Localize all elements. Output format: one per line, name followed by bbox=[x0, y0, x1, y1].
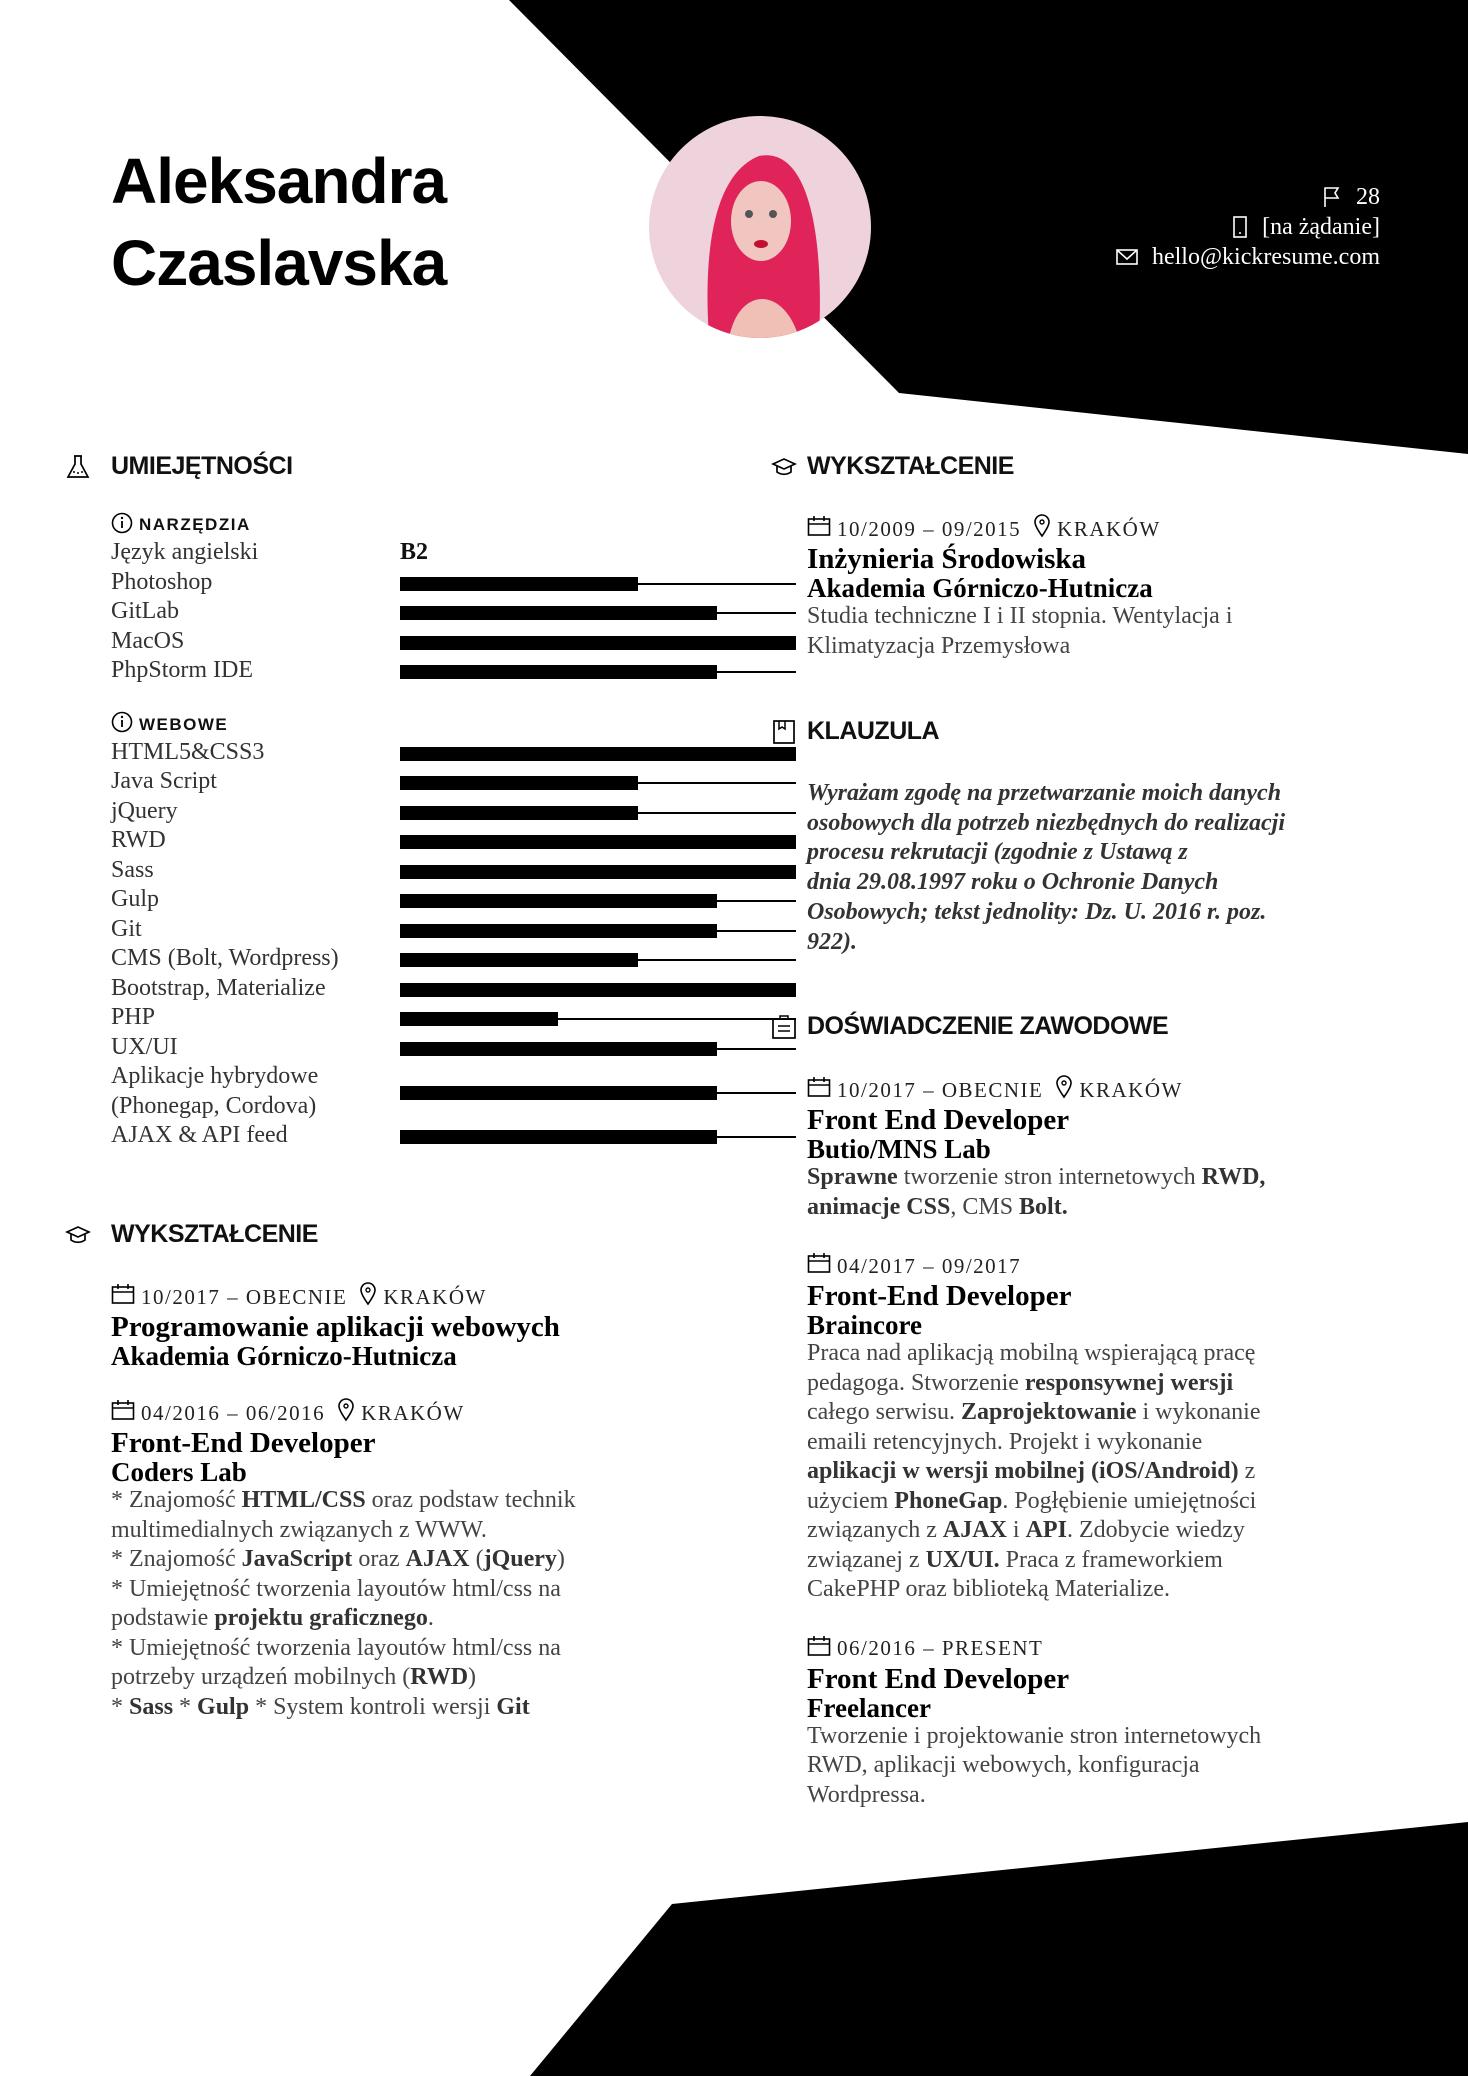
entry-subtitle: Freelancer bbox=[807, 1692, 931, 1723]
graduation-cap-icon bbox=[65, 1222, 91, 1248]
skill-label bbox=[111, 974, 326, 1004]
skill-label bbox=[111, 1121, 288, 1151]
skill-name: jQuery bbox=[111, 797, 178, 824]
bold-text: projektu graficznego bbox=[214, 1605, 428, 1631]
info-icon bbox=[111, 512, 133, 539]
skill-bar-fill bbox=[400, 983, 796, 997]
text-segment: potrzeby urządzeń mobilnych ( bbox=[111, 1664, 411, 1690]
text-segment: oraz podstaw technik bbox=[365, 1487, 576, 1513]
section-title: WYKSZTAŁCENIE bbox=[807, 452, 1014, 480]
text-segment: tworzenie stron internetowych bbox=[897, 1164, 1202, 1190]
skill-row bbox=[111, 1062, 691, 1121]
calendar-icon bbox=[111, 1283, 135, 1311]
bookmark-book-icon bbox=[771, 719, 797, 745]
email-row bbox=[1116, 242, 1380, 272]
entry-date: 10/2017 – OBECNIE bbox=[837, 1077, 1044, 1102]
skill-label bbox=[111, 944, 339, 974]
text-segment: * Umiejętność tworzenia layoutów html/css na bbox=[111, 1634, 561, 1661]
skill-name: UX/UI bbox=[111, 1033, 178, 1060]
skill-row bbox=[111, 738, 691, 768]
skill-name: HTML5&CSS3 bbox=[111, 738, 265, 765]
skill-row bbox=[111, 826, 691, 856]
text-line bbox=[111, 1634, 711, 1664]
skill-label bbox=[111, 656, 253, 686]
text-segment: . Zdobycie wiedzy bbox=[1066, 1517, 1245, 1543]
skill-bar-fill bbox=[400, 665, 717, 679]
entry-meta bbox=[111, 1398, 711, 1428]
text-line bbox=[111, 1693, 711, 1723]
skill-row bbox=[111, 656, 691, 686]
text-line bbox=[807, 1369, 1407, 1399]
skill-level-bar bbox=[400, 1012, 796, 1026]
text-segment: pedagoga. Stworzenie bbox=[807, 1369, 1025, 1396]
text-segment: * Umiejętność tworzenia layoutów html/css na bbox=[111, 1575, 561, 1602]
location-pin-icon bbox=[337, 1398, 355, 1428]
text-line bbox=[807, 1487, 1407, 1517]
bold-text: aplikacji w wersji mobilnej (iOS/Android) bbox=[807, 1458, 1239, 1484]
entry-meta bbox=[807, 1075, 1407, 1105]
email-link[interactable]: hello@kickresume.com bbox=[1151, 244, 1380, 270]
skill-name: GitLab bbox=[111, 598, 179, 624]
skill-bar-fill bbox=[400, 747, 796, 761]
experience-heading bbox=[807, 1012, 1168, 1041]
entry-description bbox=[807, 1339, 1407, 1605]
education-right-heading bbox=[807, 452, 1014, 481]
entry-description bbox=[807, 602, 1407, 661]
text-segment: emaili retencyjnych. Projekt i wykonanie bbox=[807, 1428, 1203, 1455]
skill-row bbox=[111, 767, 691, 797]
education-right-list bbox=[807, 514, 1407, 661]
entry-description bbox=[807, 1163, 1407, 1222]
text-segment: * bbox=[111, 1693, 129, 1720]
skill-bar-fill bbox=[400, 606, 717, 620]
skill-row bbox=[111, 915, 691, 945]
entry-location: KRAKÓW bbox=[1057, 516, 1161, 541]
skill-label bbox=[111, 738, 264, 768]
flask-icon bbox=[65, 454, 91, 480]
clause-line: dnia 29.08.1997 roku o Ochronie Danych bbox=[807, 869, 1219, 896]
skill-row bbox=[111, 568, 691, 598]
skill-label bbox=[111, 797, 178, 827]
skill-label bbox=[111, 538, 258, 568]
skill-name: Aplikacje hybrydowe bbox=[111, 1063, 319, 1089]
text-segment: związanych z bbox=[807, 1517, 943, 1543]
bold-text: HTML/CSS bbox=[241, 1487, 366, 1513]
skill-row bbox=[111, 1003, 691, 1033]
graduation-cap-icon bbox=[771, 454, 797, 480]
text-segment: . Pogłębienie umiejętności bbox=[1002, 1487, 1257, 1514]
skill-level-bar bbox=[400, 894, 796, 908]
phone-row bbox=[1116, 212, 1380, 242]
calendar-icon bbox=[807, 515, 831, 543]
skill-row bbox=[111, 1033, 691, 1063]
entry bbox=[807, 514, 1407, 661]
text-line bbox=[807, 1163, 1407, 1193]
text-line bbox=[807, 1428, 1407, 1458]
bold-text: UX/UI. bbox=[925, 1546, 1000, 1573]
skill-name: AJAX & API feed bbox=[111, 1122, 288, 1148]
entry-title: Front-End Developer bbox=[111, 1427, 376, 1459]
text-segment: z bbox=[1238, 1458, 1256, 1484]
text-segment: całego serwisu. bbox=[807, 1399, 961, 1425]
skills-heading bbox=[111, 452, 293, 481]
education-left-list bbox=[111, 1282, 711, 1722]
skill-bar-fill bbox=[400, 865, 796, 879]
last-name: Czaslavska bbox=[111, 227, 447, 299]
text-line bbox=[111, 1604, 711, 1634]
skill-level-bar bbox=[400, 606, 796, 620]
entry bbox=[807, 1251, 1407, 1605]
section-title: KLAUZULA bbox=[807, 717, 940, 745]
skill-label bbox=[111, 915, 142, 945]
entry-date: 06/2016 – PRESENT bbox=[837, 1636, 1044, 1660]
clause-line: osobowych dla potrzeb niezbędnych do realizacji bbox=[807, 809, 1285, 836]
bold-text: Bolt. bbox=[1019, 1193, 1068, 1220]
text-segment: i wykonanie bbox=[1136, 1399, 1261, 1425]
entry-subtitle: Akademia Górniczo-Hutnicza bbox=[111, 1341, 457, 1371]
skill-row bbox=[111, 856, 691, 886]
bold-text: AJAX bbox=[942, 1517, 1007, 1543]
clause-line: procesu rekrutacji (zgodnie z Ustawą z bbox=[807, 839, 1188, 866]
entry-subtitle: Coders Lab bbox=[111, 1457, 247, 1487]
skill-level-text: B2 bbox=[400, 539, 429, 565]
entry-title: Inżynieria Środowiska bbox=[807, 543, 1087, 575]
skill-group-heading bbox=[111, 712, 691, 738]
entry-subtitle: Braincore bbox=[807, 1310, 922, 1340]
text-line bbox=[807, 1398, 1407, 1428]
text-line bbox=[807, 1457, 1407, 1487]
clause-text bbox=[807, 779, 1285, 957]
skill-name: PhpStorm IDE bbox=[111, 657, 254, 683]
text-segment: oraz bbox=[352, 1546, 406, 1572]
skill-label bbox=[111, 1033, 178, 1063]
bold-text: AJAX bbox=[405, 1546, 470, 1572]
skill-name: Git bbox=[111, 915, 142, 942]
skill-bar-fill bbox=[400, 924, 717, 938]
skill-label bbox=[111, 568, 212, 598]
candidate-name bbox=[111, 140, 446, 304]
entry-title: Front End Developer bbox=[807, 1104, 1070, 1136]
skill-label bbox=[111, 597, 179, 627]
clause-line: Wyrażam zgodę na przetwarzanie moich danych bbox=[807, 780, 1282, 806]
skill-label bbox=[111, 767, 217, 797]
info-icon bbox=[111, 711, 133, 738]
skill-bar-fill bbox=[400, 953, 638, 967]
text-segment: związanej z bbox=[807, 1546, 926, 1573]
skill-level-bar bbox=[400, 1042, 796, 1056]
skill-level-bar bbox=[400, 806, 796, 820]
skill-level-bar bbox=[400, 983, 796, 997]
bold-text: Git bbox=[496, 1693, 530, 1720]
text-segment: Praca nad aplikacją mobilną wspierającą pracę bbox=[807, 1340, 1256, 1366]
contact-info bbox=[1116, 182, 1380, 272]
text-segment: Studia techniczne I i II stopnia. Wentylacja i bbox=[807, 603, 1233, 629]
skill-level-bar bbox=[400, 636, 796, 650]
text-segment: * Znajomość bbox=[111, 1487, 242, 1513]
entry bbox=[111, 1282, 711, 1370]
text-line bbox=[111, 1575, 711, 1605]
experience-list bbox=[807, 1075, 1407, 1810]
skill-row bbox=[111, 538, 691, 568]
skill-name: PHP bbox=[111, 1004, 156, 1030]
text-segment: Praca z frameworkiem bbox=[999, 1546, 1223, 1573]
entry-description bbox=[111, 1486, 711, 1722]
entry-date: 10/2009 – 09/2015 bbox=[837, 516, 1022, 541]
phone: [na żądanie] bbox=[1262, 214, 1380, 240]
entry-subtitle: Butio/MNS Lab bbox=[807, 1134, 991, 1164]
section-title: WYKSZTAŁCENIE bbox=[111, 1220, 318, 1248]
entry-date: 10/2017 – OBECNIE bbox=[141, 1284, 348, 1309]
text-segment: i bbox=[1006, 1517, 1026, 1543]
text-line bbox=[807, 602, 1407, 632]
text-segment: Wordpressa. bbox=[807, 1781, 926, 1808]
entry-title: Front End Developer bbox=[807, 1662, 1070, 1695]
skill-row bbox=[111, 944, 691, 974]
text-line bbox=[807, 1722, 1407, 1752]
skill-level-bar bbox=[400, 953, 796, 967]
entry-meta bbox=[111, 1282, 711, 1312]
bold-text: RWD, bbox=[1201, 1164, 1266, 1190]
entry-meta bbox=[807, 1634, 1407, 1664]
section-title: UMIEJĘTNOŚCI bbox=[111, 452, 293, 480]
entry bbox=[807, 1075, 1407, 1222]
text-segment: ) bbox=[556, 1546, 565, 1572]
entry-title: Programowanie aplikacji webowych bbox=[111, 1311, 560, 1343]
entry-description bbox=[807, 1722, 1407, 1811]
skill-level-bar bbox=[400, 1086, 796, 1100]
text-line bbox=[111, 1486, 711, 1516]
skill-bar-fill bbox=[400, 577, 638, 591]
calendar-icon bbox=[807, 1252, 831, 1280]
text-segment: * Znajomość bbox=[111, 1546, 242, 1572]
entry-date: 04/2016 – 06/2016 bbox=[141, 1400, 326, 1425]
text-segment: CakePHP oraz biblioteką Materialize. bbox=[807, 1576, 1170, 1602]
text-segment: RWD, aplikacji webowych, konfiguracja bbox=[807, 1752, 1200, 1778]
calendar-icon bbox=[111, 1399, 135, 1427]
entry-meta bbox=[807, 514, 1407, 544]
text-line bbox=[111, 1516, 711, 1546]
skill-group-title: NARZĘDZIA bbox=[139, 515, 251, 534]
skill-label bbox=[111, 1003, 155, 1033]
text-segment: Klimatyzacja Przemysłowa bbox=[807, 632, 1071, 659]
skill-row bbox=[111, 1121, 691, 1151]
entry-subtitle: Akademia Górniczo-Hutnicza bbox=[807, 573, 1153, 603]
skill-row bbox=[111, 597, 691, 627]
skill-bar-fill bbox=[400, 1086, 717, 1100]
text-segment: * bbox=[173, 1693, 198, 1720]
text-line bbox=[807, 632, 1407, 662]
skill-name: Sass bbox=[111, 856, 154, 883]
age: 28 bbox=[1356, 184, 1380, 210]
first-name: Aleksandra bbox=[111, 145, 447, 217]
skill-name-cont: (Phonegap, Cordova) bbox=[111, 1092, 317, 1119]
text-line bbox=[807, 1339, 1407, 1369]
calendar-icon bbox=[807, 1076, 831, 1104]
location-pin-icon bbox=[1055, 1075, 1073, 1105]
entry-location: KRAKÓW bbox=[383, 1284, 487, 1309]
bold-text: Gulp bbox=[197, 1693, 250, 1720]
text-segment: Tworzenie i projektowanie stron internetowych bbox=[807, 1722, 1262, 1749]
text-line bbox=[807, 1751, 1407, 1781]
skill-bar-fill bbox=[400, 806, 638, 820]
text-line bbox=[807, 1546, 1407, 1576]
entry-meta bbox=[807, 1251, 1407, 1281]
bold-text: Sass bbox=[129, 1693, 174, 1720]
skill-bar-fill bbox=[400, 1130, 717, 1144]
skill-label bbox=[111, 1062, 318, 1121]
entry-date: 04/2017 – 09/2017 bbox=[837, 1253, 1022, 1278]
skill-label bbox=[111, 627, 184, 657]
text-segment: ( bbox=[469, 1546, 484, 1572]
section-title: DOŚWIADCZENIE ZAWODOWE bbox=[807, 1012, 1169, 1040]
skill-name: Język angielski bbox=[111, 539, 259, 565]
skills-list bbox=[111, 512, 691, 1151]
flag-icon bbox=[1322, 186, 1342, 208]
skill-bar-fill bbox=[400, 894, 717, 908]
entry bbox=[807, 1634, 1407, 1811]
bold-text: responsywnej wersji bbox=[1024, 1369, 1234, 1396]
entry-title: Front-End Developer bbox=[807, 1280, 1072, 1312]
text-line bbox=[111, 1663, 711, 1693]
skill-name: CMS (Bolt, Wordpress) bbox=[111, 945, 339, 971]
skill-label bbox=[111, 826, 166, 856]
profile-photo bbox=[649, 116, 871, 338]
skill-name: RWD bbox=[111, 827, 166, 853]
clause-line: 922). bbox=[807, 928, 857, 955]
clause-heading bbox=[807, 717, 939, 746]
bold-text: JavaScript bbox=[241, 1546, 353, 1572]
entry bbox=[111, 1398, 711, 1722]
text-segment: użyciem bbox=[807, 1487, 895, 1514]
clipboard-icon bbox=[771, 1014, 797, 1040]
skill-bar-fill bbox=[400, 1012, 558, 1026]
age-row bbox=[1116, 182, 1380, 212]
skill-level-bar bbox=[400, 747, 796, 761]
skill-name: Gulp bbox=[111, 886, 159, 912]
skill-row bbox=[111, 885, 691, 915]
bold-text: Zaprojektowanie bbox=[960, 1399, 1137, 1425]
text-segment: podstawie bbox=[111, 1605, 215, 1631]
envelope-icon bbox=[1116, 248, 1138, 266]
skill-bar-fill bbox=[400, 636, 796, 650]
skill-group-title: WEBOWE bbox=[139, 714, 229, 734]
bold-text: jQuery bbox=[483, 1546, 557, 1572]
bottom-black-shape bbox=[530, 1822, 1468, 2076]
skill-level-bar bbox=[400, 577, 796, 591]
clause-line: Osobowych; tekst jednolity: Dz. U. 2016 r. poz. bbox=[807, 898, 1267, 925]
skill-row bbox=[111, 627, 691, 657]
bold-text: RWD bbox=[410, 1664, 469, 1690]
text-line bbox=[111, 1545, 711, 1575]
skill-label bbox=[111, 856, 154, 886]
text-line bbox=[807, 1575, 1407, 1605]
location-pin-icon bbox=[359, 1282, 377, 1312]
phone-icon bbox=[1232, 215, 1248, 239]
skill-bar-fill bbox=[400, 776, 638, 790]
text-segment: * System kontroli wersji bbox=[249, 1693, 497, 1720]
text-line bbox=[807, 1193, 1407, 1223]
skill-group-heading bbox=[111, 512, 691, 538]
skill-row bbox=[111, 974, 691, 1004]
bold-text: animacje CSS bbox=[807, 1193, 951, 1220]
skill-level-bar bbox=[400, 776, 796, 790]
entry-location: KRAKÓW bbox=[361, 1400, 465, 1425]
skill-name: Bootstrap, Materialize bbox=[111, 974, 326, 1001]
location-pin-icon bbox=[1033, 514, 1051, 544]
skill-name: Java Script bbox=[111, 768, 217, 794]
bold-text: API bbox=[1025, 1517, 1067, 1543]
skill-name: Photoshop bbox=[111, 568, 213, 595]
text-line bbox=[807, 1516, 1407, 1546]
education-left-heading bbox=[111, 1220, 318, 1249]
skill-level-bar bbox=[400, 835, 796, 849]
skill-bar-fill bbox=[400, 835, 796, 849]
text-segment: ) bbox=[468, 1664, 477, 1690]
skill-bar-fill bbox=[400, 1042, 717, 1056]
text-segment: . bbox=[427, 1605, 434, 1631]
skill-level-bar bbox=[400, 665, 796, 679]
skill-row bbox=[111, 797, 691, 827]
skill-level-bar bbox=[400, 865, 796, 879]
text-line bbox=[807, 1781, 1407, 1811]
bold-text: PhoneGap bbox=[894, 1487, 1003, 1514]
skill-label bbox=[111, 885, 159, 915]
entry-location: KRAKÓW bbox=[1079, 1077, 1183, 1102]
text-segment: multimedialnych związanych z WWW. bbox=[111, 1516, 487, 1543]
skill-level-bar bbox=[400, 1130, 796, 1144]
text-segment: , CMS bbox=[950, 1193, 1020, 1220]
calendar-icon bbox=[807, 1635, 831, 1663]
bold-text: Sprawne bbox=[807, 1164, 898, 1190]
skill-level-bar bbox=[400, 924, 796, 938]
skill-name: MacOS bbox=[111, 627, 185, 654]
